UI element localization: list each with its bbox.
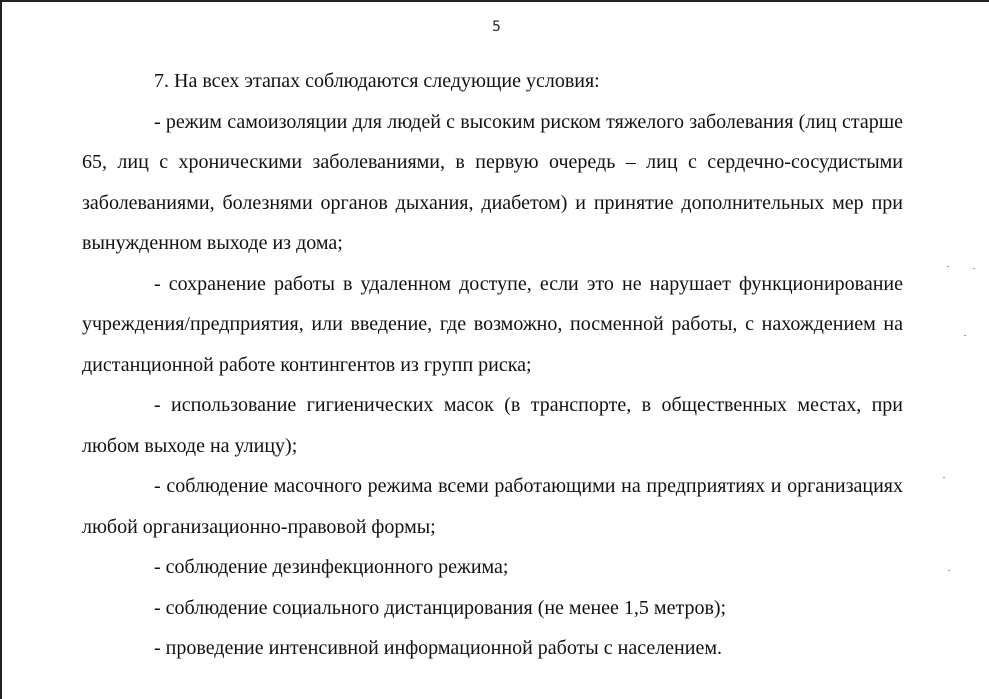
document-body — [82, 61, 903, 669]
section-heading: 7. На всех этапах соблюдаются следующие условия: — [154, 70, 600, 92]
condition-remote-work: - сохранение работы в удаленном доступе, если это не нарушает функционирование учреждения/предприятия, или введение, где возможно, посменной работы, с нахождением на дистанционной работе контингентов из групп риска; — [82, 272, 903, 376]
scan-speck — [943, 477, 945, 478]
condition-hygienic-masks: - использование гигиенических масок (в транспорте, в общественных местах, при любом выходе на улицу); — [82, 394, 903, 457]
scan-speck — [947, 266, 949, 267]
condition-mask-regime: - соблюдение масочного режима всеми работающими на предприятиях и организациях любой организационно-правовой формы; — [82, 475, 903, 538]
condition-social-distancing: - соблюдение социального дистанцирования (не менее 1,5 метров); — [154, 596, 727, 619]
condition-self-isolation: - режим самоизоляции для людей с высоким риском тяжелого заболевания (лиц старше 65, лиц с хроническими заболеваниями, в первую очередь – лиц с сердечно-сосудистыми заболеваниями, болезнями органов дыхания, диабетом) и принятие дополнительных мер при вынужденном выходе из дома; — [82, 110, 903, 254]
scan-speck — [964, 335, 966, 336]
scan-speck — [973, 268, 975, 269]
page-number: 5 — [492, 19, 501, 35]
condition-information-work: - проведение интенсивной информационной работы с населением. — [154, 637, 722, 659]
scan-speck — [948, 570, 950, 571]
condition-disinfection: - соблюдение дезинфекционного режима; — [154, 556, 509, 578]
